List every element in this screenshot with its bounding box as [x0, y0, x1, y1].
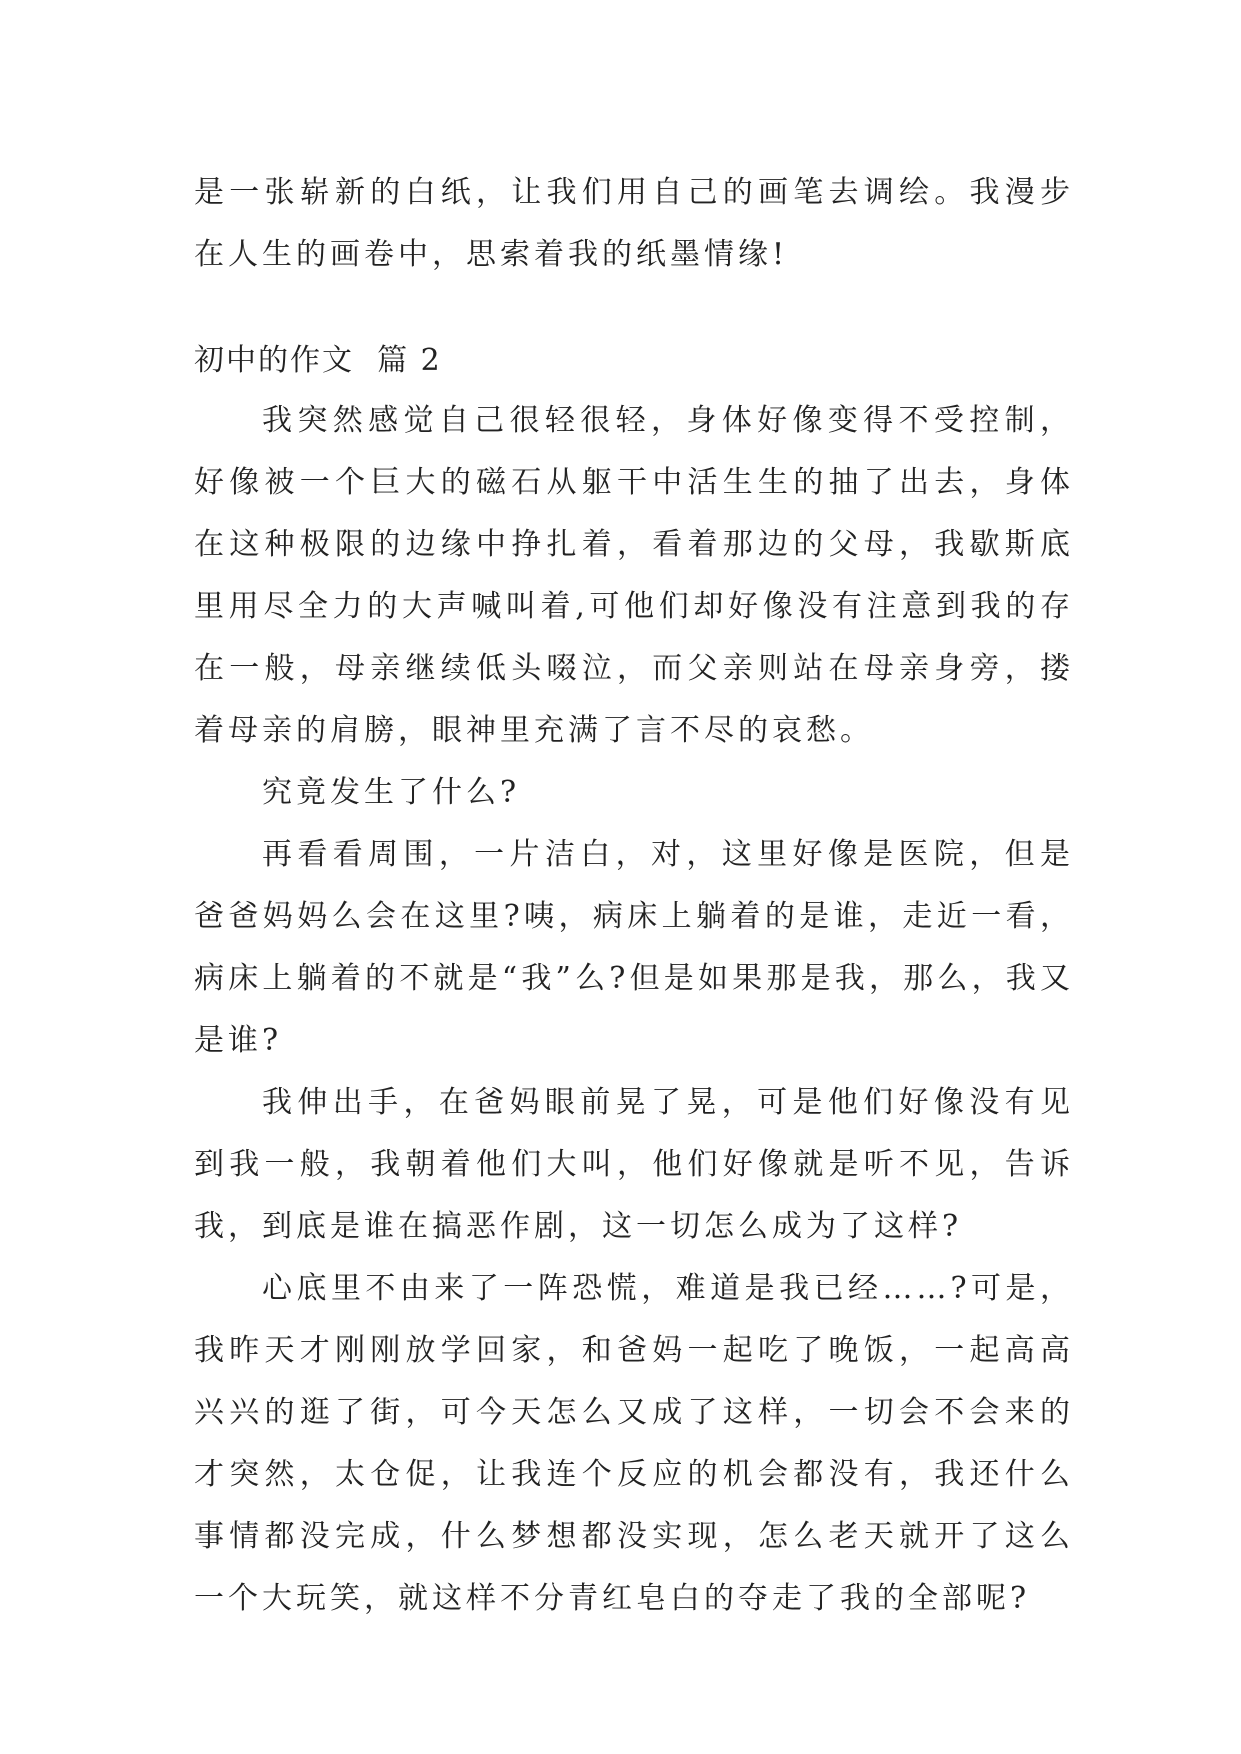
paragraph-3: 再看看周围，一片洁白，对，这里好像是医院，但是爸爸妈妈么会在这里?咦，病床上躺着的是谁，走近一看，病床上躺着的不就是“我”么?但是如果那是我，那么，我又是谁?	[194, 837, 1074, 1058]
intro-paragraph: 是一张崭新的白纸，让我们用自己的画笔去调绘。我漫步在人生的画卷中，思索着我的纸墨情缘!	[194, 175, 1074, 272]
section-title: 初中的作文 篇 2	[194, 343, 442, 378]
paragraph-4: 我伸出手，在爸妈眼前晃了晃，可是他们好像没有见到我一般，我朝着他们大叫，他们好像就是听不见，告诉我，到底是谁在搞恶作剧，这一切怎么成为了这样?	[194, 1085, 1074, 1244]
paragraph-2: 究竟发生了什么?	[262, 775, 521, 810]
document-body	[194, 162, 1074, 1630]
paragraph-5: 心底里不由来了一阵恐慌，难道是我已经……?可是，我昨天才刚刚放学回家，和爸妈一起吃了晚饭，一起高高兴兴的逛了街，可今天怎么又成了这样，一切会不会来的才突然，太仓促，让我连个反应的机会都没有，我还什么事情都没完成，什么梦想都没实现，怎么老天就开了这么一个大玩笑，就这样不分青红皂白的夺走了我的全部呢?	[194, 1271, 1074, 1616]
paragraph-1: 我突然感觉自己很轻很轻，身体好像变得不受控制，好像被一个巨大的磁石从躯干中活生生的抽了出去，身体在这种极限的边缘中挣扎着，看着那边的父母，我歇斯底里用尽全力的大声喊叫着,可他们却好像没有注意到我的存在一般，母亲继续低头啜泣，而父亲则站在母亲身旁，搂着母亲的肩膀，眼神里充满了言不尽的哀愁。	[194, 403, 1074, 748]
